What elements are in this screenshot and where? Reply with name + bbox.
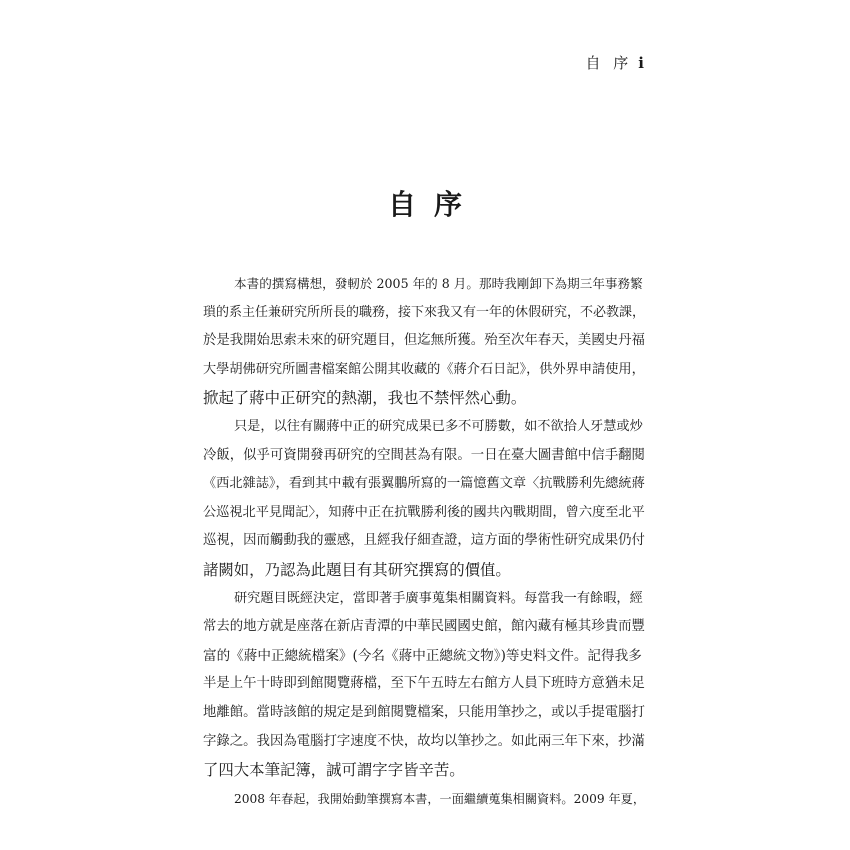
- text-line: 掀起了蔣中正研究的熱潮，我也不禁怦然心動。: [203, 389, 527, 408]
- text-line: 於是我開始思索未來的研究題目，但迄無所獲。殆至次年春天，美國史丹福: [203, 333, 645, 349]
- text-line: 冷飯，似乎可資開發再研究的空間甚為有限。一日在臺大圖書館中信手翻閱: [203, 447, 645, 463]
- running-head: [586, 52, 644, 73]
- text-line: 半是上午十時即到館閱覽蔣檔，至下午五時左右館方人員下班時方意猶未足: [203, 676, 645, 692]
- text-line: 只是，以往有關蔣中正的研究成果已多不可勝數，如不欲拾人牙慧或炒: [234, 418, 643, 434]
- chapter-title: 自序: [387, 188, 480, 221]
- text-line: 字錄之。我因為電腦打字速度不快，故均以筆抄之。如此兩三年下來，抄滿: [203, 733, 645, 749]
- text-line: 本書的撰寫構想，發軔於 2005 年的 8 月。那時我剛卸下為期三年事務繁: [234, 276, 643, 291]
- text-line: 2008 年春起，我開始動筆撰寫本書，一面繼續蒐集相關資料。2009 年夏，: [234, 791, 646, 806]
- body-text: [203, 270, 647, 813]
- text-line: 大學胡佛研究所圖書檔案館公開其收藏的《蔣介石日記》，供外界申請使用，: [203, 361, 645, 377]
- text-line: 富的《蔣中正總統檔案》(今名《蔣中正總統文物》)等史料文件。記得我多: [203, 647, 642, 664]
- text-line: 瑣的系主任兼研究所所長的職務，接下來我又有一年的休假研究，不必教課，: [203, 304, 646, 320]
- text-line: 地離館。當時該館的規定是到館閱覽檔案，只能用筆抄之，或以手提電腦打: [203, 704, 645, 720]
- text-line: 研究題目既經決定，當即著手廣事蒐集相關資料。每當我一有餘暇，經: [234, 590, 643, 606]
- text-line: 常去的地方就是座落在新店青潭的中華民國國史館，館內藏有極其珍貴而豐: [203, 619, 645, 635]
- text-line: 諸闕如，乃認為此題目有其研究撰寫的價值。: [203, 560, 511, 579]
- text-line: 《西北雜誌》，看到其中載有張翼鵬所寫的一篇憶舊文章〈抗戰勝利先總統蔣: [203, 476, 645, 492]
- page-number: i: [638, 54, 644, 72]
- running-head-title: 自 序: [585, 54, 633, 72]
- text-line: 了四大本筆記簿，誠可謂字字皆辛苦。: [203, 761, 465, 780]
- text-line: 巡視，因而觸動我的靈感，且經我仔細查證，這方面的學術性研究成果仍付: [203, 533, 645, 549]
- text-line: 公巡視北平見聞記〉，知蔣中正在抗戰勝利後的國共內戰期間，曾六度至北平: [203, 504, 645, 520]
